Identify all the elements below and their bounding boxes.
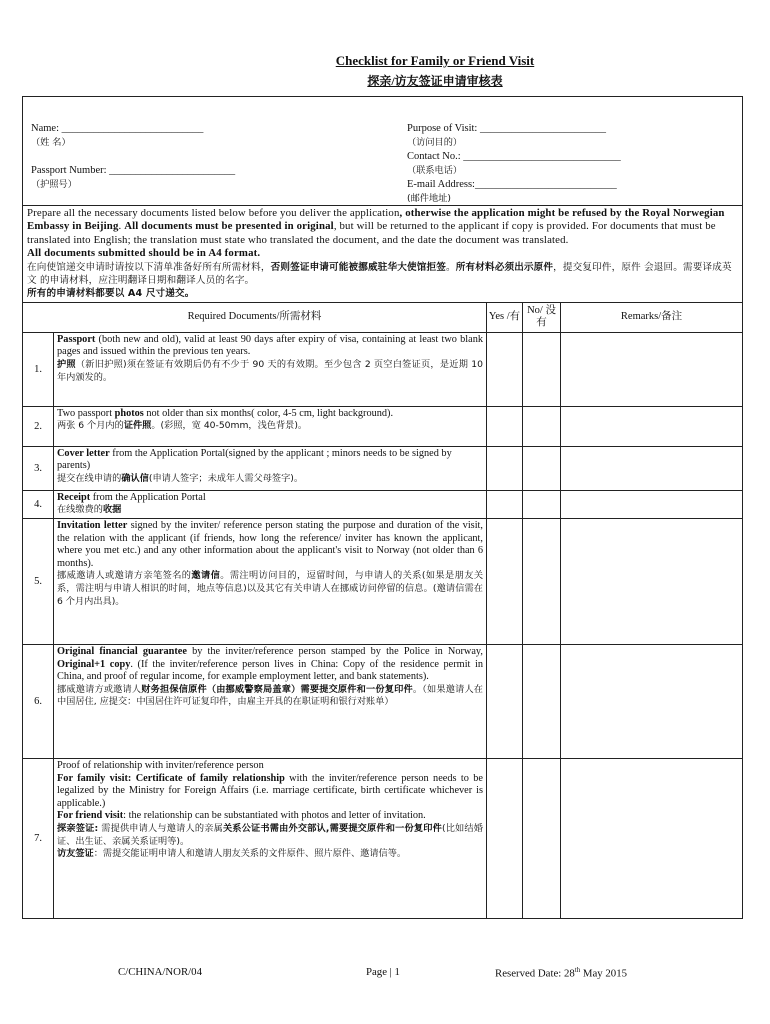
item-text-cn-2: (申请人签字；未成年人需父母签字)。: [148, 473, 304, 485]
item-text-cn: 挪威邀请方或邀请人: [57, 683, 142, 695]
name-field-cn: （姓 名）: [31, 137, 71, 148]
footer-date-pre: Reserved Date: 28: [495, 967, 575, 980]
purpose-field-cn: （访问目的）: [407, 137, 463, 148]
item-text-cn: 在线缴费的: [57, 504, 103, 516]
document-description: [54, 519, 487, 645]
instructions-p1: Prepare all the necessary documents listed below before you deliver the application: [27, 207, 400, 219]
item-text-cn-2: 。需注明访问目的，逗留时间，与申请人的关系(如果是朋友关系，需注明与申请人相识的时间，地点等信息)以及其它有关申请人在挪威访问停留的信息。(邀请信需在 6 个月内出具)。: [57, 570, 484, 607]
row-number: 5.: [23, 519, 54, 645]
no-checkbox-cell[interactable]: [523, 446, 561, 490]
yes-checkbox-cell[interactable]: [487, 490, 523, 518]
family-certificate-title: Certificate of family relationship: [135, 772, 285, 784]
yes-checkbox-cell[interactable]: [487, 332, 523, 406]
remarks-cell[interactable]: [561, 645, 743, 759]
family-visit-title-cn: 探亲签证:: [57, 823, 99, 834]
name-field[interactable]: Name: ___________________________: [31, 123, 204, 134]
family-visit-text-cn-2: (比如结婚证、出生证、亲属关系证明等)。: [57, 823, 483, 847]
item-text: signed by the inviter/ reference person stating the purpose and duration of the visit, the relation with the applicant (if friends, how long the reference/ inviter has known the applicant, where you met etc.) and any other information about the applicant's visit to Norway (not older than 6 months).: [57, 520, 483, 569]
instructions-cn2: 。: [445, 261, 456, 273]
header-remarks: Remarks/备注: [561, 302, 743, 332]
document-description: [54, 332, 487, 406]
remarks-cell[interactable]: [561, 490, 743, 518]
footer-date-post: May 2015: [580, 967, 627, 980]
email-field-cn: (邮件地址): [407, 193, 451, 204]
yes-checkbox-cell[interactable]: [487, 519, 523, 645]
checklist-table: [22, 96, 743, 919]
header-required-documents: Required Documents/所需材料: [23, 302, 487, 332]
friend-visit-text: : the relationship can be substantiated with photos and letter of invitation.: [123, 810, 426, 822]
item-title: Passport: [57, 333, 96, 345]
item-text-cn: （新旧护照)须在签证有效期后仍有不少于 90 天的有效期。至少包含 2 页空白签证页，是近期 10 年内颁发的。: [57, 359, 483, 383]
no-checkbox-cell[interactable]: [523, 759, 561, 919]
contact-field[interactable]: Contact No.: ______________________________: [407, 151, 621, 162]
applicant-fields: [31, 122, 361, 192]
table-row: [23, 759, 743, 919]
item-text-cn: 挪威邀请人或邀请方亲笔签名的: [57, 570, 192, 582]
instructions-text: [23, 206, 742, 302]
document-description: [54, 406, 487, 446]
footer-date-sup: th: [574, 966, 581, 974]
footer-reserved-date: [495, 966, 627, 980]
contact-field-cn: （联系电话）: [407, 165, 463, 176]
item-text: Proof of relationship with inviter/reference person: [57, 760, 264, 772]
item-title: Invitation letter: [57, 520, 128, 532]
table-row: [23, 645, 743, 759]
item-title-cn: 财务担保信原件（由挪威警察局盖章）需要提交原件和一份复印件: [141, 683, 413, 695]
item-title-cn: 确认信: [121, 473, 149, 485]
item-text: (both new and old), valid at least 90 days after expiry of visa, containing at least two blank pages and issued within the previous ten years.: [57, 333, 483, 358]
instructions-cell: [23, 206, 743, 303]
family-visit-text: with the inviter/reference person needs to be legalized by the Ministry for Foreign Affairs (i.e. marriage certificate, birth certificate whichever is applicable.): [57, 772, 483, 809]
item-text: from the Application Portal: [90, 491, 206, 503]
instructions-original-required: All documents must be presented in original: [124, 220, 334, 233]
remarks-cell[interactable]: [561, 406, 743, 446]
item-text-pre: Two passport: [57, 407, 115, 419]
table-row: [23, 406, 743, 446]
item-title-cn: 收据: [102, 504, 122, 516]
item-title: Original financial guarantee: [57, 646, 187, 658]
checklist-form: [22, 96, 742, 919]
instructions-row: [23, 206, 743, 303]
applicant-info-row: [23, 97, 743, 206]
yes-checkbox-cell[interactable]: [487, 446, 523, 490]
item-text-cn: 两张 6 个月内的: [57, 420, 124, 432]
no-checkbox-cell[interactable]: [523, 519, 561, 645]
no-checkbox-cell[interactable]: [523, 332, 561, 406]
table-row: [23, 490, 743, 518]
item-title: Receipt: [57, 491, 91, 503]
family-visit-title: For family visit: [57, 772, 128, 784]
family-visit-requirement-cn: 关系公证书需由外交部认,需要提交原件和一份复印件: [222, 823, 442, 834]
table-row: [23, 332, 743, 406]
friend-visit-title: For friend visit: [57, 810, 124, 822]
remarks-cell[interactable]: [561, 332, 743, 406]
yes-checkbox-cell[interactable]: [487, 759, 523, 919]
instructions-p2: .: [118, 220, 125, 233]
row-number: 4.: [23, 490, 54, 518]
item-text: by the inviter/reference person stamped by the Police in Norway,: [186, 646, 483, 658]
document-title-chinese: 探亲/访友签证申请审核表: [367, 74, 503, 88]
friend-visit-title-cn: 访友签证: [57, 848, 94, 860]
item-copy-requirement: Original+1 copy: [57, 658, 131, 670]
instructions-a4-format: All documents submitted should be in A4 format.: [27, 247, 261, 260]
remarks-cell[interactable]: [561, 446, 743, 490]
row-number: 6.: [23, 645, 54, 759]
yes-checkbox-cell[interactable]: [487, 645, 523, 759]
item-title-cn: 邀请信: [191, 570, 221, 582]
friend-visit-text-cn: ：需提交能证明申请人和邀请人朋友关系的文件原件、照片原件、邀请信等。: [93, 848, 407, 860]
item-title-cn: 证件照: [123, 420, 152, 432]
item-text: from the Application Portal(signed by the applicant ; minors needs to be signed by parents): [57, 447, 452, 472]
instructions-refusal-warning: , otherwise the application might be refused by the Royal Norwegian Embassy in Beijing: [27, 207, 725, 233]
item-text-cn: 提交在线申请的: [57, 473, 122, 485]
document-description: [54, 490, 487, 518]
item-text-cn-2: 。（如果邀请人在中国居住, 应提交：中国居住许可证复印件，由雇主开具的在职证明和银行对账单）: [57, 683, 483, 708]
footer-page-number: Page | 1: [366, 966, 400, 978]
instructions-cn3: ，提交复印件，原件 会退回。需要译成英文 的申请材料，应注明翻译日期和翻译人员的名字。: [27, 261, 732, 287]
footer-document-code: C/CHINA/NOR/04: [118, 966, 202, 978]
item-title-cn: 护照: [57, 359, 76, 371]
document-description: [54, 645, 487, 759]
item-text-cn-2: 。(彩照，宽 40-50mm，浅色背景)。: [151, 420, 308, 432]
purpose-field[interactable]: Purpose of Visit: ________________________: [407, 123, 606, 134]
row-number: 1.: [23, 332, 54, 406]
item-text: not older than six months( color, 4-5 cm, light background).: [143, 407, 394, 419]
row-number: 2.: [23, 406, 54, 446]
instructions-cn-original: 所有材料必须出示原件: [455, 261, 554, 273]
header-no: No/ 没有: [523, 302, 561, 332]
family-visit-sep: :: [127, 772, 136, 784]
no-checkbox-cell[interactable]: [523, 406, 561, 446]
instructions-cn-refusal: 否则签证申请可能被挪威驻华大使馆拒签: [270, 261, 446, 273]
instructions-cn-a4: 所有的申请材料都要以 A4 尺寸递交。: [27, 288, 195, 300]
yes-checkbox-cell[interactable]: [487, 406, 523, 446]
remarks-cell[interactable]: [561, 519, 743, 645]
instructions-cn1: 在向使馆递交申请时请按以下清单准备好所有所需材料，: [27, 261, 271, 273]
no-checkbox-cell[interactable]: [523, 645, 561, 759]
document-title: Checklist for Family or Friend Visit: [335, 53, 535, 68]
item-title: photos: [114, 407, 144, 419]
document-description: [54, 759, 487, 919]
item-title: Cover letter: [57, 447, 110, 459]
header-yes: Yes /有: [487, 302, 523, 332]
family-visit-text-cn: 需提供申请人与邀请人的亲属: [98, 823, 223, 834]
instructions-p3: , but will be returned to the applicant if copy is provided. For documents that must be translated into English; the translation must state who translated the document, and the date the document was translated.: [27, 220, 716, 246]
document-description: [54, 446, 487, 490]
no-checkbox-cell[interactable]: [523, 490, 561, 518]
table-header-row: [23, 302, 743, 332]
applicant-info-cell: [23, 97, 743, 206]
row-number: 3.: [23, 446, 54, 490]
item-text-2: . (If the inviter/reference person lives in China: Copy of the residence permit in China, and proof of regular income, for example employment letter, and bank statements).: [57, 658, 484, 683]
visit-fields: [407, 122, 737, 206]
remarks-cell[interactable]: [561, 759, 743, 919]
table-row: [23, 519, 743, 645]
row-number: 7.: [23, 759, 54, 919]
table-row: [23, 446, 743, 490]
passport-number-cn: （护照号）: [31, 179, 77, 190]
passport-number-field[interactable]: Passport Number: ________________________: [31, 165, 236, 176]
email-field[interactable]: E-mail Address:___________________________: [407, 179, 617, 190]
